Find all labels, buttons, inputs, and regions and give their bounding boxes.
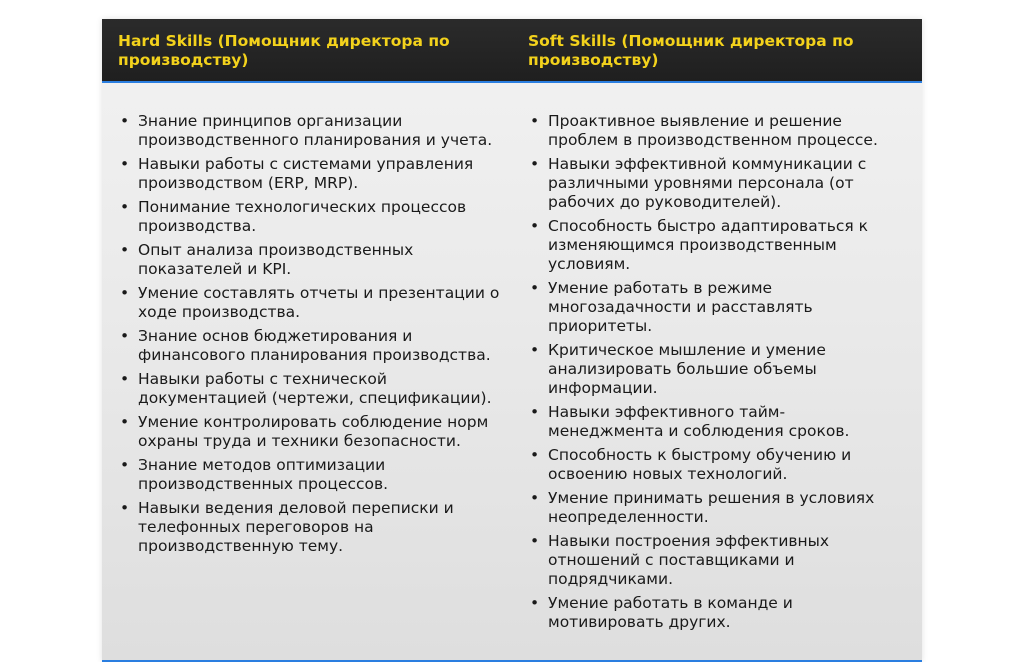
list-item-text: Умение принимать решения в условиях неопределенности.: [548, 489, 875, 526]
list-item-text: Умение работать в команде и мотивировать других.: [548, 594, 793, 631]
skills-table: [102, 19, 922, 662]
bullet-icon: •: [530, 594, 540, 612]
bullet-icon: •: [120, 327, 130, 345]
soft-skills-header: Soft Skills (Помощник директора по производству): [528, 32, 854, 69]
hard-skills-list: [118, 112, 502, 561]
list-item: [528, 594, 898, 632]
list-item-text: Проактивное выявление и решение проблем в производственном процессе.: [548, 112, 878, 149]
bullet-icon: •: [120, 198, 130, 216]
bullet-icon: •: [530, 489, 540, 507]
list-item-text: Навыки эффективной коммуникации с различными уровнями персонала (от рабочих до руководителей).: [548, 155, 867, 211]
table-header: [102, 19, 922, 83]
list-item-text: Навыки работы с системами управления производством (ERP, MRP).: [138, 155, 474, 192]
list-item-text: Опыт анализа производственных показателей и KPI.: [138, 241, 414, 278]
list-item-text: Знание основ бюджетирования и финансового планирования производства.: [138, 327, 491, 364]
bullet-icon: •: [530, 446, 540, 464]
list-item: [528, 341, 898, 398]
list-item: [118, 112, 502, 150]
list-item-text: Навыки построения эффективных отношений с поставщиками и подрядчиками.: [548, 532, 830, 588]
bullet-icon: •: [530, 403, 540, 421]
list-item: [118, 284, 502, 322]
bullet-icon: •: [530, 217, 540, 235]
hard-skills-header: Hard Skills (Помощник директора по производству): [118, 32, 450, 69]
list-item: [118, 327, 502, 365]
bullet-icon: •: [120, 456, 130, 474]
list-item: [118, 413, 502, 451]
bullet-icon: •: [530, 279, 540, 297]
list-item: [118, 499, 502, 556]
list-item: [528, 155, 898, 212]
list-item: [118, 241, 502, 279]
list-item-text: Знание принципов организации производственного планирования и учета.: [138, 112, 493, 149]
list-item-text: Умение составлять отчеты и презентации о ходе производства.: [138, 284, 500, 321]
bullet-icon: •: [120, 112, 130, 130]
list-item-text: Способность быстро адаптироваться к изменяющимся производственным условиям.: [548, 217, 869, 273]
soft-skills-list: [528, 112, 898, 637]
list-item: [118, 370, 502, 408]
list-item-text: Навыки ведения деловой переписки и телефонных переговоров на производственную тему.: [138, 499, 454, 555]
list-item-text: Навыки работы с технической документацией (чертежи, спецификации).: [138, 370, 492, 407]
bullet-icon: •: [120, 284, 130, 302]
list-item: [528, 112, 898, 150]
list-item-text: Способность к быстрому обучению и освоению новых технологий.: [548, 446, 852, 483]
list-item: [528, 217, 898, 274]
list-item-text: Понимание технологических процессов производства.: [138, 198, 467, 235]
list-item-text: Знание методов оптимизации производственных процессов.: [138, 456, 389, 493]
list-item-text: Критическое мышление и умение анализировать большие объемы информации.: [548, 341, 826, 397]
bullet-icon: •: [120, 499, 130, 517]
bullet-icon: •: [120, 241, 130, 259]
bullet-icon: •: [530, 155, 540, 173]
list-item: [528, 489, 898, 527]
list-item: [118, 155, 502, 193]
list-item-text: Умение работать в режиме многозадачности и расставлять приоритеты.: [548, 279, 813, 335]
bullet-icon: •: [530, 532, 540, 550]
list-item-text: Умение контролировать соблюдение норм охраны труда и техники безопасности.: [138, 413, 489, 450]
list-item: [528, 403, 898, 441]
list-item: [528, 446, 898, 484]
bullet-icon: •: [530, 112, 540, 130]
list-item: [528, 279, 898, 336]
bullet-icon: •: [120, 155, 130, 173]
bullet-icon: •: [120, 370, 130, 388]
bullet-icon: •: [530, 341, 540, 359]
bullet-icon: •: [120, 413, 130, 431]
list-item: [118, 456, 502, 494]
list-item: [528, 532, 898, 589]
list-item-text: Навыки эффективного тайм-менеджмента и соблюдения сроков.: [548, 403, 850, 440]
list-item: [118, 198, 502, 236]
